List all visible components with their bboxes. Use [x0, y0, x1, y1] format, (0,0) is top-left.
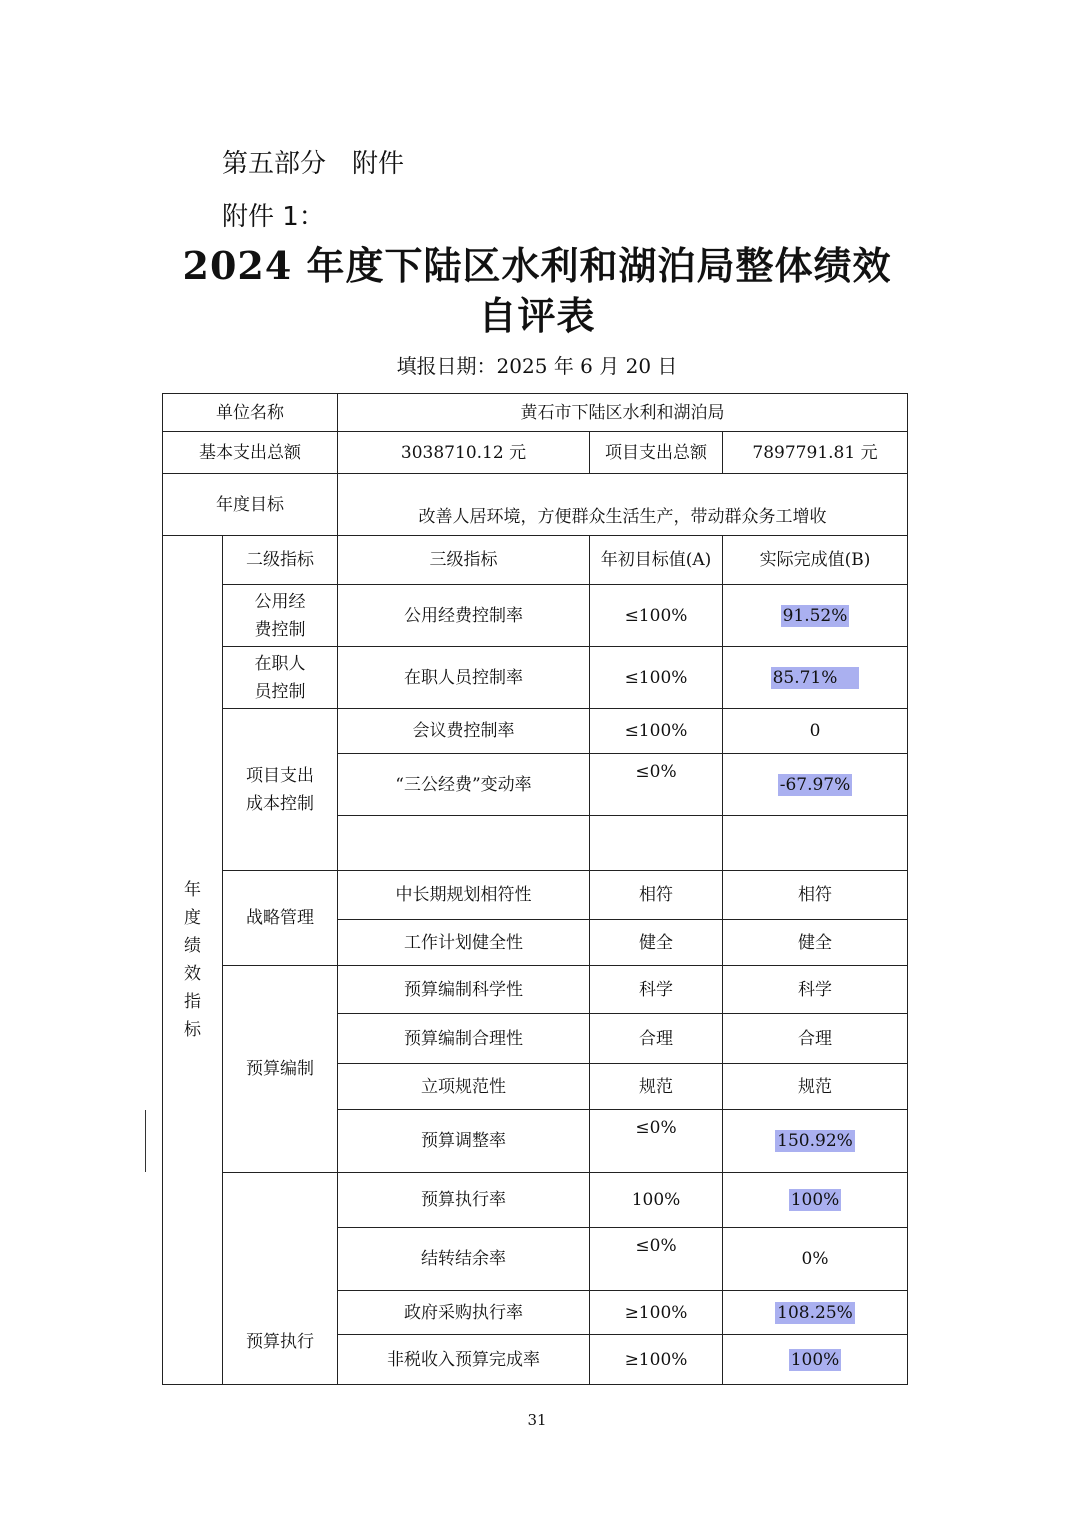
target-value: ≤0%: [590, 1110, 723, 1173]
target-value: ≤100%: [590, 647, 723, 709]
document-title-line1: 2024 年度下陆区水利和湖泊局整体绩效: [182, 243, 892, 288]
target-value: ≥100%: [590, 1335, 723, 1385]
attachment-label: 附件 1：: [222, 202, 325, 232]
actual-value: 0%: [723, 1228, 908, 1291]
document-title-line2: 自评表: [478, 293, 596, 338]
fill-date: 填报日期：2025 年 6 月 20 日: [396, 354, 678, 378]
table-row: [163, 585, 908, 647]
table-row: [163, 432, 908, 474]
group-label: 项目支出成本控制: [246, 765, 314, 814]
indicator-name: 非税收入预算完成率: [338, 1335, 590, 1385]
annual-goal-label: 年度目标: [163, 474, 338, 536]
actual-value: 91.52%: [782, 605, 848, 626]
actual-value-cell: [723, 754, 908, 816]
section-heading: 第五部分 附件: [222, 149, 405, 179]
actual-value: 108.25%: [777, 1302, 853, 1323]
table-row: [163, 709, 908, 754]
indicator-name: 公用经费控制率: [338, 585, 590, 647]
indicator-name: 预算编制科学性: [338, 966, 590, 1014]
group-label: 预算编制: [223, 966, 338, 1173]
target-value: 健全: [590, 920, 723, 966]
table-row: [163, 871, 908, 920]
actual-value: 100%: [790, 1349, 840, 1370]
actual-value-cell: [723, 1291, 908, 1335]
col-header-actual: 实际完成值(B): [723, 536, 908, 585]
indicator-name: 中长期规划相符性: [338, 871, 590, 920]
empty-cell: [590, 816, 723, 871]
empty-cell: [723, 816, 908, 871]
target-value: ≥100%: [590, 1291, 723, 1335]
table-row: [163, 647, 908, 709]
actual-value-cell: [723, 647, 908, 709]
indicator-name: 预算调整率: [338, 1110, 590, 1173]
target-value: ≤0%: [590, 754, 723, 816]
col-header-level3: 三级指标: [338, 536, 590, 585]
target-value: 相符: [590, 871, 723, 920]
target-value: ≤100%: [590, 709, 723, 754]
target-value: 科学: [590, 966, 723, 1014]
col-header-target: 年初目标值(A): [590, 536, 723, 585]
group-label: 战略管理: [223, 871, 338, 966]
unit-name-value: 黄石市下陆区水利和湖泊局: [338, 394, 908, 432]
actual-value: -67.97%: [779, 774, 851, 795]
page-number: 31: [527, 1411, 547, 1429]
table-header-row: [163, 536, 908, 585]
col-header-level2: 二级指标: [223, 536, 338, 585]
unit-name-label: 单位名称: [163, 394, 338, 432]
actual-value: 科学: [723, 966, 908, 1014]
target-value: ≤0%: [590, 1228, 723, 1291]
indicator-name: 会议费控制率: [338, 709, 590, 754]
basic-expense-label: 基本支出总额: [163, 432, 338, 474]
group-cell: [223, 585, 338, 647]
indicator-name: 政府采购执行率: [338, 1291, 590, 1335]
target-value: 规范: [590, 1064, 723, 1110]
actual-value-cell: [723, 1335, 908, 1385]
project-expense-label: 项目支出总额: [590, 432, 723, 474]
indicator-name: 预算执行率: [338, 1173, 590, 1228]
annual-goal-value: 改善人居环境，方便群众生活生产，带动群众务工增收: [338, 474, 908, 536]
project-expense-value: 7897791.81 元: [723, 432, 908, 474]
performance-table: [162, 393, 908, 1385]
table-row: [163, 966, 908, 1014]
actual-value: 规范: [723, 1064, 908, 1110]
indicator-name: 工作计划健全性: [338, 920, 590, 966]
group-cell: [223, 647, 338, 709]
actual-value: 100%: [790, 1190, 840, 1210]
actual-value: 相符: [723, 871, 908, 920]
side-label-cell: [163, 536, 223, 1385]
actual-value: 150.92%: [777, 1131, 853, 1151]
indicator-name: 立项规范性: [338, 1064, 590, 1110]
group-label: 在职人员控制: [254, 653, 306, 702]
group-cell: [223, 709, 338, 871]
actual-value: 健全: [723, 920, 908, 966]
group-label: 公用经费控制: [254, 591, 306, 640]
group-label: 预算执行: [223, 1173, 338, 1385]
indicator-name: “三公经费”变动率: [338, 754, 590, 816]
indicator-name: 在职人员控制率: [338, 647, 590, 709]
margin-rule: [145, 1110, 146, 1172]
actual-value-cell: [723, 1173, 908, 1228]
table-row: [163, 474, 908, 536]
table-row: [163, 394, 908, 432]
actual-value: 85.71%: [771, 667, 860, 689]
actual-value-cell: [723, 585, 908, 647]
side-label-text: 年度绩效指标: [184, 880, 201, 1040]
actual-value: 0: [723, 709, 908, 754]
basic-expense-value: 3038710.12 元: [338, 432, 590, 474]
actual-value-cell: [723, 1110, 908, 1173]
target-value: ≤100%: [590, 585, 723, 647]
empty-cell: [338, 816, 590, 871]
table-row: [163, 1173, 908, 1228]
target-value: 100%: [590, 1173, 723, 1228]
actual-value: 合理: [723, 1014, 908, 1064]
target-value: 合理: [590, 1014, 723, 1064]
indicator-name: 结转结余率: [338, 1228, 590, 1291]
indicator-name: 预算编制合理性: [338, 1014, 590, 1064]
